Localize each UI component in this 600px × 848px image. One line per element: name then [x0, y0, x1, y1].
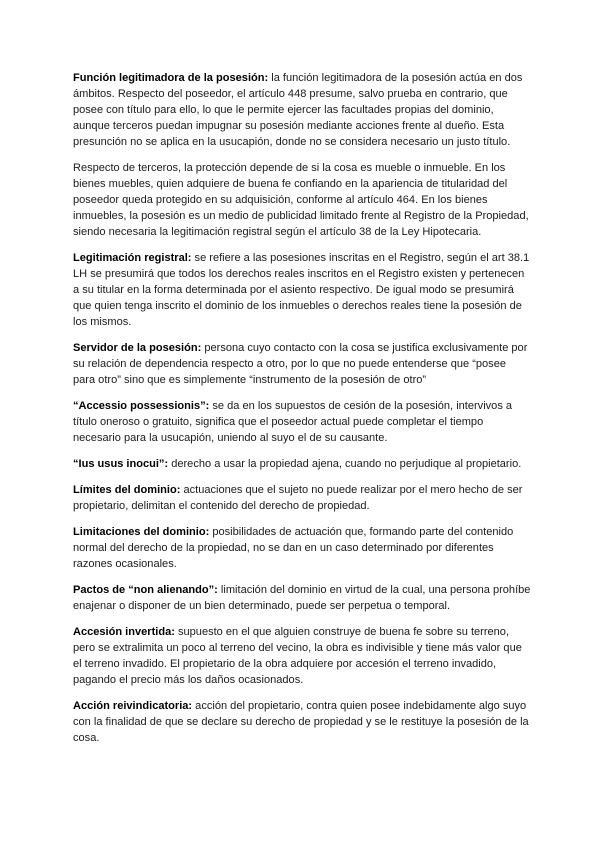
paragraph-respecto-terceros [73, 160, 531, 240]
term-heading: Accesión invertida: [73, 626, 175, 638]
paragraph-limitaciones-dominio [73, 524, 531, 572]
term-heading: Legitimación registral: [73, 252, 192, 264]
term-definition: actuaciones que el sujeto no puede realizar por el mero hecho de ser propietario, delimitan el contenido del derecho de propiedad. [73, 484, 523, 512]
body-text: Respecto de terceros, la protección depende de si la cosa es mueble o inmueble. En los bienes muebles, quien adquiere de buena fe confiando en la apariencia de titularidad del poseedor queda protegido en su adquisición, conforme al artículo 464. En los bienes inmuebles, la posesión es un medio de publicidad limitado frente al Registro de la Propiedad, siendo necesaria la legitimación registral según el artículo 38 de la Ley Hipotecaria. [73, 162, 529, 238]
term-heading: Función legitimadora de la posesión: [73, 72, 269, 84]
paragraph-accessio-possessionis [73, 398, 531, 446]
term-definition: limitación del dominio en virtud de la cual, una persona prohíbe enajenar o disponer de un bien determinado, puede ser perpetua o temporal. [73, 584, 531, 612]
term-heading: “Ius usus inocui”: [73, 458, 169, 470]
term-heading: Servidor de la posesión: [73, 342, 202, 354]
paragraph-pactos-non-alienando [73, 582, 531, 614]
paragraph-legitimacion-registral [73, 250, 531, 330]
document-page [73, 70, 531, 756]
term-definition: supuesto en el que alguien construye de buena fe sobre su terreno, pero se extralimita un poco al terreno del vecino, la obra es indivisible y tiene más valor que el terreno invadido. El propietario de la obra adquiere por accesión el terreno invadido, pagando el precio más los daños ocasionados. [73, 626, 522, 686]
paragraph-servidor-posesion [73, 340, 531, 388]
paragraph-accesion-invertida [73, 624, 531, 688]
paragraph-accion-reivindicatoria [73, 698, 531, 746]
term-definition: posibilidades de actuación que, formando parte del contenido normal del derecho de la propiedad, no se dan en un caso determinado por diferentes razones ocasionales. [73, 526, 514, 570]
term-heading: Limitaciones del dominio: [73, 526, 210, 538]
paragraph-limites-dominio [73, 482, 531, 514]
term-heading: “Accessio possessionis”: [73, 400, 210, 412]
term-definition: acción del propietario, contra quien posee indebidamente algo suyo con la finalidad de que se declare su derecho de propiedad y se le restituye la posesión de la cosa. [73, 700, 529, 744]
term-definition: persona cuyo contacto con la cosa se justifica exclusivamente por su relación de dependencia respecto a otro, por lo que no puede entenderse que “posee para otro” sino que es simplemente “instrumento de la posesión de otro” [73, 342, 528, 386]
term-definition: se refiere a las posesiones inscritas en el Registro, según el art 38.1 LH se presumirá que todos los derechos reales inscritos en el Registro existen y pertenecen a su titular en la forma determinada por el asiento respectivo. De igual modo se presumirá que quien tenga inscrito el dominio de los inmuebles o derechos reales tiene la posesión de los mismos. [73, 252, 530, 328]
term-definition: derecho a usar la propiedad ajena, cuando no perjudique al propietario. [168, 458, 522, 470]
term-definition: la función legitimadora de la posesión actúa en dos ámbitos. Respecto del poseedor, el artículo 448 presume, salvo prueba en contrario, que posee con título para ello, lo que le permite ejercer las facultades propias del dominio, aunque terceros puedan impugnar su posesión mediante acciones frente al dueño. Esta presunción no se aplica en la usucapión, donde no se considera necesario un justo título. [73, 72, 523, 148]
term-heading: Acción reivindicatoria: [73, 700, 193, 712]
term-heading: Pactos de “non alienando”: [73, 584, 218, 596]
term-heading: Límites del dominio: [73, 484, 181, 496]
paragraph-funcion-legitimadora [73, 70, 531, 150]
paragraph-ius-usus-inocui [73, 456, 531, 472]
term-definition: se da en los supuestos de cesión de la posesión, intervivos a título oneroso o gratuito, significa que el poseedor actual puede completar el tiempo necesario para la usucapión, uniendo al suyo el de su causante. [73, 400, 513, 444]
